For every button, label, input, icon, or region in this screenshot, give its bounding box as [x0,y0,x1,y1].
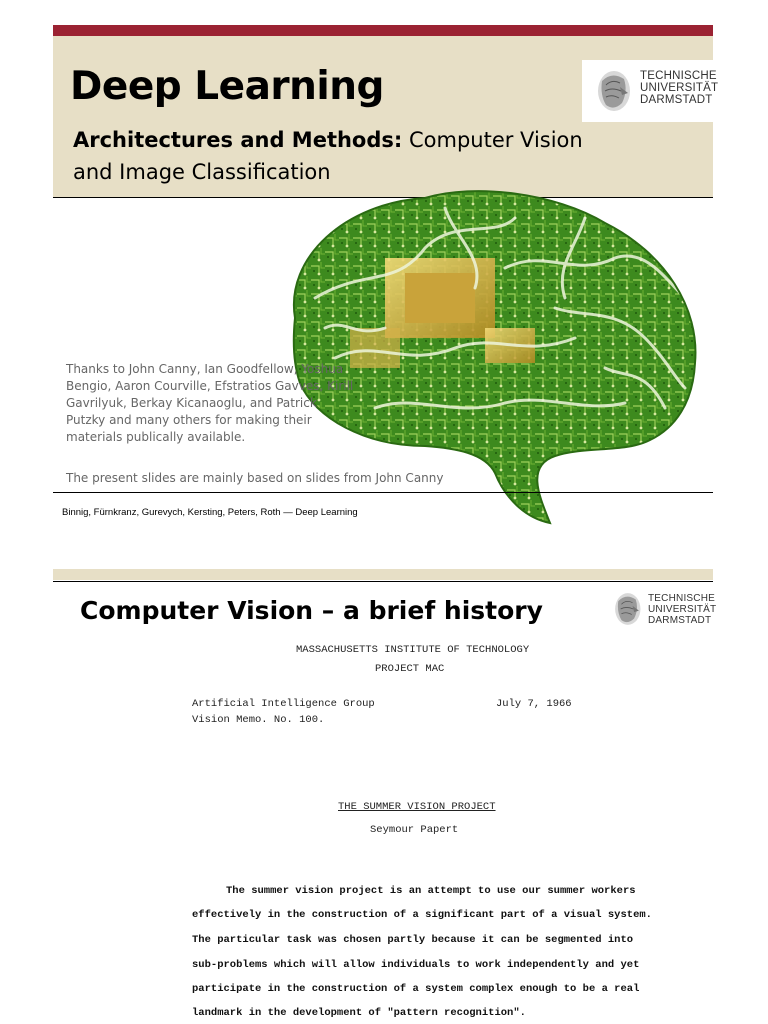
slide1-subtitle-bold: Architectures and Methods: [73,128,403,152]
memo-body-line: The particular task was chosen partly because it can be segmented into [192,934,634,946]
logo-line-3: DARMSTADT [648,615,712,626]
logo-line-2: UNIVERSITÄT [648,604,717,615]
slide2-header-rule [53,581,713,582]
memo-date: July 7, 1966 [496,698,572,710]
slide1-footer-rule [53,492,713,493]
logo-line-1: TECHNISCHE [640,70,717,82]
memo-institute: MASSACHUSETTS INSTITUTE OF TECHNOLOGY [296,644,530,656]
logo-line-3: DARMSTADT [640,94,713,106]
memo-body-line: effectively in the construction of a significant part of a visual system. [192,909,652,921]
slide2-logo-text [648,593,716,626]
memo-author: Seymour Papert [370,824,459,836]
memo-heading: THE SUMMER VISION PROJECT [338,801,496,813]
slide1-accent-bar [53,25,713,36]
memo-project: PROJECT MAC [375,663,445,675]
slide2-title: Computer Vision – a brief history [80,596,543,625]
logo-line-1: TECHNISCHE [648,593,716,604]
acknowledgements-text: Thanks to John Canny, Ian Goodfellow, Yoshua Bengio, Aaron Courville, Efstratios Gavves, Kirill Gavrilyuk, Berkay Kicanaoglu, and Patrick Putzky and many others for making their materials publically available. [66,362,354,444]
slide1-subtitle-rest: Computer Vision and Image Classification [73,128,583,184]
slide1-logo-text [640,70,718,106]
memo-number: Vision Memo. No. 100. [192,714,325,726]
memo-body-line: sub-problems which will allow individuals to work independently and yet [192,959,640,971]
tu-darmstadt-athene-icon [610,590,644,628]
source-note: The present slides are mainly based on slides from John Canny [66,471,444,485]
memo-group: Artificial Intelligence Group [192,698,375,710]
memo-body-line: The summer vision project is an attempt to use our summer workers [226,885,636,897]
logo-line-2: UNIVERSITÄT [640,82,719,94]
slide1-footer-authors: Binnig, Fürnkranz, Gurevych, Kersting, Peters, Roth — Deep Learning [62,507,358,518]
memo-body-line: landmark in the development of "pattern recognition". [192,1007,526,1019]
slide1-title: Deep Learning [70,64,384,109]
slide2-top-bar [53,569,713,580]
tu-darmstadt-athene-icon [592,67,634,115]
memo-body-line: participate in the construction of a system complex enough to be a real [192,983,640,995]
